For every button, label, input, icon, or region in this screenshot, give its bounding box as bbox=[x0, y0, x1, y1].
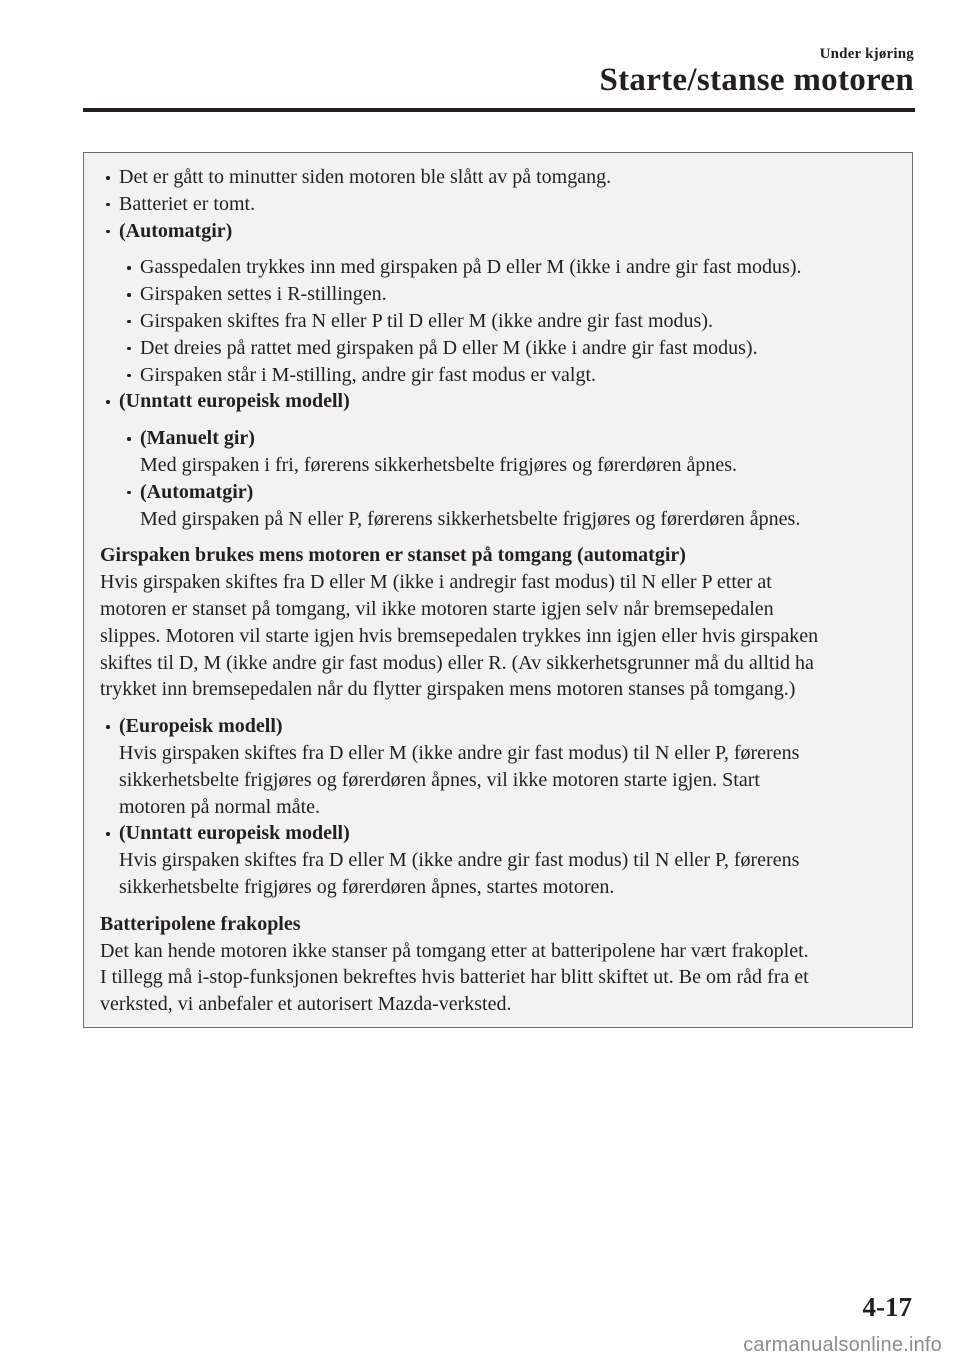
info-box bbox=[83, 152, 913, 1028]
bullet-dot-icon bbox=[100, 388, 119, 415]
bullet-dot-icon bbox=[121, 335, 140, 362]
sub-bullet-item: (Manuelt gir) Med girspaken i fri, førerens sikkerhetsbelte frigjøres og førerdøren åpnes. bbox=[100, 425, 908, 479]
paragraph-line: slippes. Motoren vil starte igjen hvis bremsepedalen trykkes inn igjen eller hvis girspaken bbox=[100, 624, 819, 647]
section-label: Under kjøring bbox=[819, 46, 914, 62]
bullet-dot-icon bbox=[121, 479, 140, 533]
paragraph-line: skiftes til D, M (ikke andre gir fast modus) eller R. (Av sikkerhetsgrunner må du alltid ha bbox=[100, 651, 814, 674]
header-rule bbox=[83, 108, 915, 112]
sub-bullet-item: Det dreies på rattet med girspaken på D eller M (ikke i andre gir fast modus). bbox=[100, 335, 908, 362]
bullet-dot-icon bbox=[100, 218, 119, 245]
paragraph-line: motoren er stanset på tomgang, vil ikke motoren starte igjen selv når bremsepedalen bbox=[100, 597, 774, 620]
section-heading: Batteripolene frakoples bbox=[100, 912, 301, 935]
bullet-dot-icon bbox=[121, 425, 140, 479]
page-number: 4-17 bbox=[862, 1292, 912, 1322]
bullet-dot-icon bbox=[121, 254, 140, 281]
bullet-dot-icon bbox=[121, 281, 140, 308]
bullet-dot-icon bbox=[121, 308, 140, 335]
bullet-item: Batteriet er tomt. bbox=[100, 191, 908, 218]
paragraph-line: I tillegg må i-stop-funksjonen bekreftes hvis batteriet har blitt skiftet ut. Be om råd fra et bbox=[100, 966, 809, 989]
bullet-dot-icon bbox=[100, 820, 119, 900]
sub-bullet-item: (Automatgir) Med girspaken på N eller P, førerens sikkerhetsbelte frigjøres og førerdøren åpnes. bbox=[100, 479, 908, 533]
info-box-content bbox=[100, 164, 908, 1018]
bullet-item: (Automatgir) bbox=[100, 218, 908, 245]
bullet-dot-icon bbox=[100, 713, 119, 820]
bullet-dot-icon bbox=[121, 362, 140, 389]
sub-bullet-item: Girspaken settes i R-stillingen. bbox=[100, 281, 908, 308]
paragraph-line: Det kan hende motoren ikke stanser på tomgang etter at batteripolene har vært frakoplet. bbox=[100, 939, 809, 962]
bullet-item: Det er gått to minutter siden motoren ble slått av på tomgang. bbox=[100, 164, 908, 191]
watermark: carmanualsonline.info bbox=[743, 1334, 942, 1356]
section-heading: Girspaken brukes mens motoren er stanset på tomgang (automatgir) bbox=[100, 544, 686, 567]
sub-bullet-item: Girspaken står i M-stilling, andre gir fast modus er valgt. bbox=[100, 362, 908, 389]
bullet-dot-icon bbox=[100, 191, 119, 218]
bullet-dot-icon bbox=[100, 164, 119, 191]
paragraph-line: trykket inn bremsepedalen når du flytter girspaken mens motoren stanses på tomgang.) bbox=[100, 678, 796, 701]
bullet-item: (Unntatt europeisk modell) Hvis girspaken skiftes fra D eller M (ikke andre gir fast modus) til N eller P, førerens sikkerhetsbelte frigjøres og førerdøren åpnes, startes motoren. bbox=[100, 820, 908, 900]
paragraph-line: Hvis girspaken skiftes fra D eller M (ikke i andregir fast modus) til N eller P etter at bbox=[100, 571, 772, 594]
page-title: Starte/stanse motoren bbox=[599, 62, 914, 98]
paragraph-line: verksted, vi anbefaler et autorisert Mazda-verksted. bbox=[100, 993, 512, 1016]
bullet-item: (Unntatt europeisk modell) bbox=[100, 388, 908, 415]
sub-bullet-item: Girspaken skiftes fra N eller P til D eller M (ikke andre gir fast modus). bbox=[100, 308, 908, 335]
sub-bullet-item: Gasspedalen trykkes inn med girspaken på D eller M (ikke i andre gir fast modus). bbox=[100, 254, 908, 281]
bullet-item: (Europeisk modell) Hvis girspaken skiftes fra D eller M (ikke andre gir fast modus) til N eller P, førerens sikkerhetsbelte frigjøres og førerdøren åpnes, vil ikke motoren starte igjen. Start motoren på normal måte. bbox=[100, 713, 908, 820]
